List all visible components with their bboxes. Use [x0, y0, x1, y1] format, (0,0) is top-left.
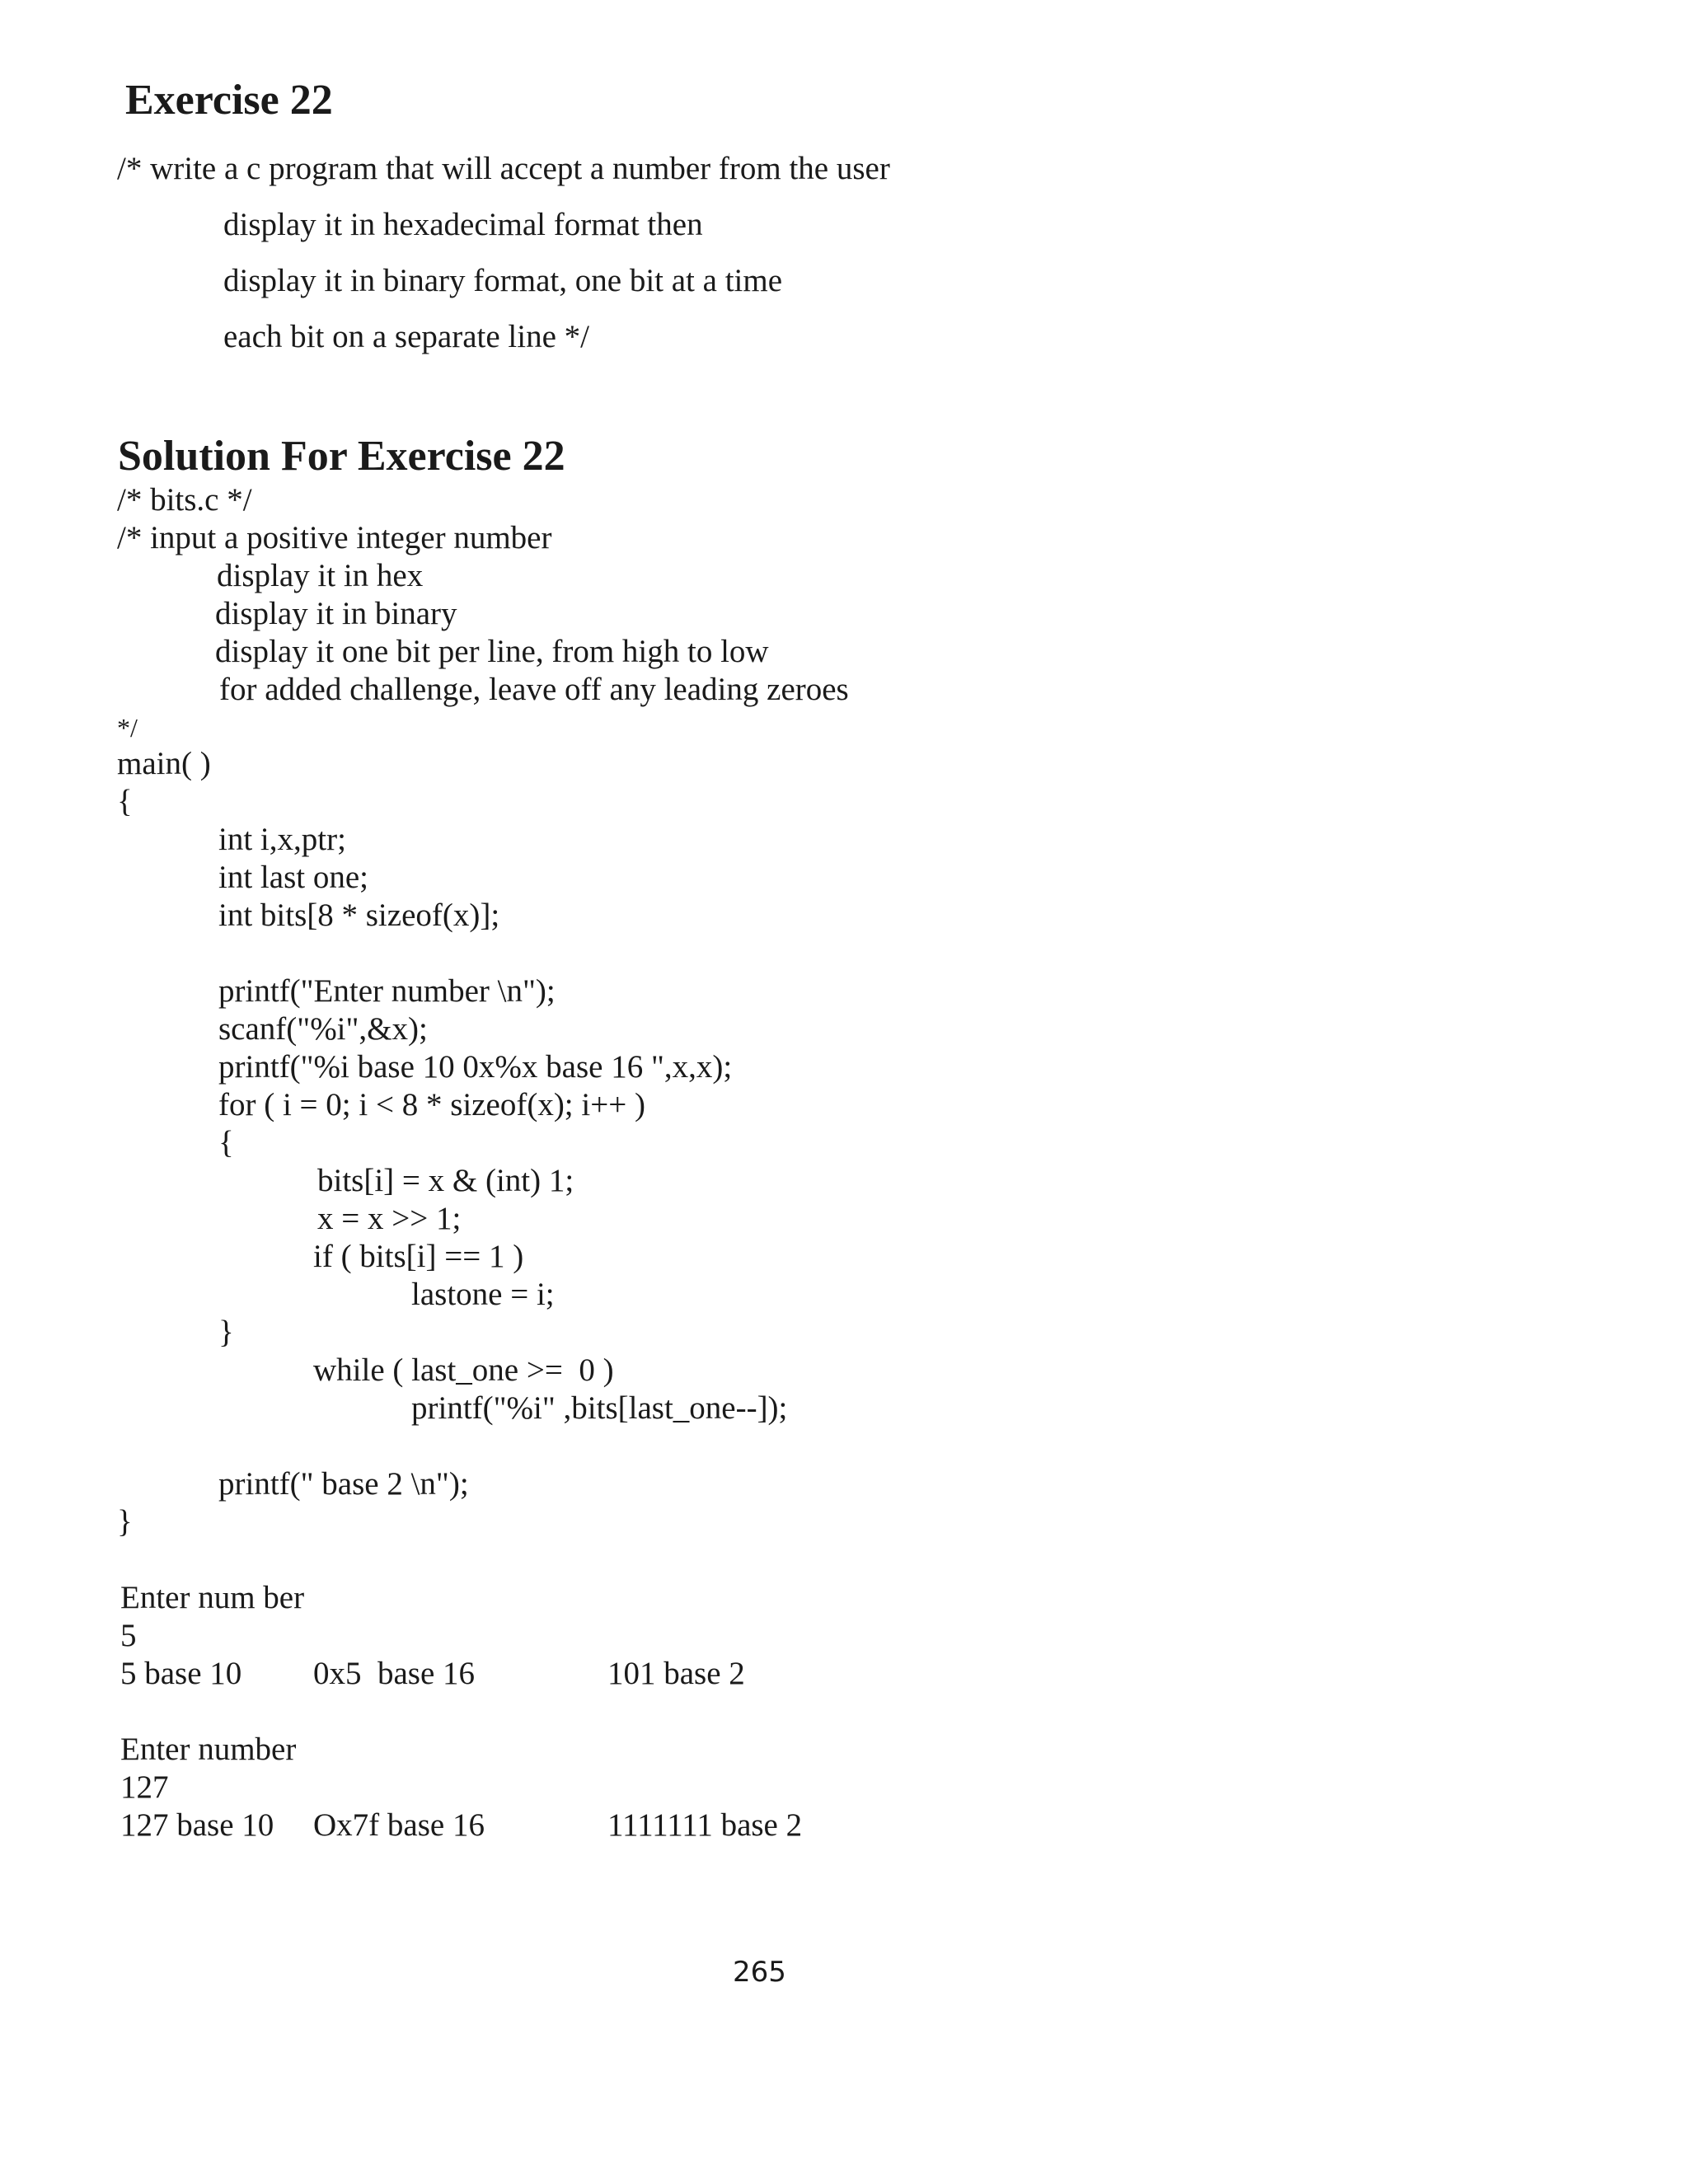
code-line: scanf("%i",&x);	[218, 1011, 428, 1047]
code-line: {	[218, 1125, 234, 1160]
output-input: 127	[120, 1769, 169, 1805]
code-line: if ( bits[i] == 1 )	[313, 1239, 524, 1274]
code-line: while ( last_one >= 0 )	[313, 1352, 614, 1388]
solution-heading: Solution For Exercise 22	[118, 433, 565, 480]
exercise-prompt-line: each bit on a separate line */	[223, 319, 589, 354]
output-prompt: Enter number	[120, 1732, 297, 1767]
code-line: printf("%i" ,bits[last_one--]);	[411, 1390, 788, 1426]
code-line: for added challenge, leave off any leading zeroes	[219, 672, 849, 707]
code-line: display it in binary	[215, 596, 457, 631]
output-hex: 0x5 base 16	[313, 1656, 476, 1691]
code-line: */	[117, 713, 138, 743]
output-binary: 101 base 2	[607, 1656, 745, 1691]
output-binary: 1111111 base 2	[607, 1807, 803, 1843]
page-number: 265	[733, 1956, 786, 1989]
code-line: int bits[8 * sizeof(x)];	[218, 898, 500, 933]
code-line: display it one bit per line, from high to low	[215, 634, 769, 669]
code-line: display it in hex	[217, 558, 424, 593]
exercise-heading: Exercise 22	[125, 77, 333, 124]
code-line: printf("Enter number \n");	[218, 973, 556, 1009]
code-line: bits[i] = x & (int) 1;	[317, 1163, 574, 1198]
code-line: for ( i = 0; i < 8 * sizeof(x); i++ )	[218, 1087, 645, 1122]
output-hex: Ox7f base 16	[313, 1807, 485, 1843]
code-line: int last one;	[218, 860, 368, 895]
code-line: x = x >> 1;	[317, 1201, 462, 1236]
exercise-prompt-line: display it in binary format, one bit at a time	[223, 263, 783, 298]
code-line: lastone = i;	[411, 1277, 555, 1312]
code-line: main( )	[117, 746, 211, 781]
code-line: printf(" base 2 \n");	[218, 1466, 469, 1502]
code-line: printf("%i base 10 0x%x base 16 ",x,x);	[218, 1049, 733, 1085]
output-prompt: Enter num ber	[120, 1580, 305, 1615]
code-line: int i,x,ptr;	[218, 822, 346, 857]
code-line: /* input a positive integer number	[117, 520, 552, 555]
exercise-prompt-line: /* write a c program that will accept a number from the user	[117, 151, 890, 186]
exercise-prompt-line: display it in hexadecimal format then	[223, 207, 703, 242]
code-line: }	[218, 1315, 234, 1350]
code-line: }	[117, 1504, 133, 1540]
output-decimal: 5 base 10	[120, 1656, 242, 1691]
output-input: 5	[120, 1618, 137, 1653]
code-line: {	[117, 784, 133, 819]
output-decimal: 127 base 10	[120, 1807, 274, 1843]
code-line: /* bits.c */	[117, 482, 252, 518]
